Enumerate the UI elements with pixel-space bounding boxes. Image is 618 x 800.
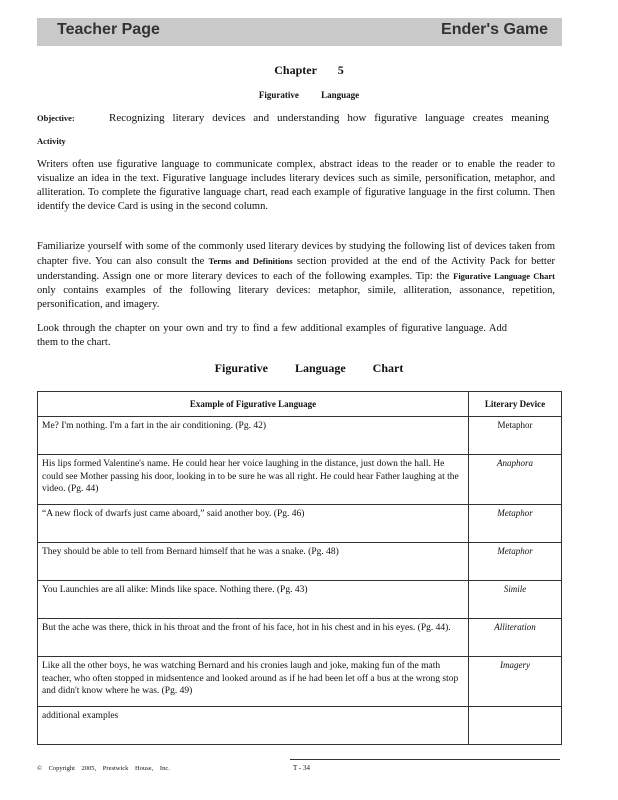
objective-text: Recognizing literary devices and understanding how figurative language creates meaning [109,112,549,124]
objective-label: Objective: [37,113,75,123]
device-cell: Simile [469,581,562,619]
activity-label: Activity [37,136,66,146]
example-cell: Me? I'm nothing. I'm a fart in the air conditioning. (Pg. 42) [38,417,469,455]
header-example: Example of Figurative Language [38,392,469,417]
table-row [38,619,562,657]
table-row [38,657,562,707]
table-row [38,505,562,543]
footer-rule [290,759,560,760]
table-row [38,417,562,455]
terms-definitions-ref: Terms and Definitions [208,256,293,266]
example-cell: You Launchies are all alike: Minds like space. Nothing there. (Pg. 43) [38,581,469,619]
device-cell: Imagery [469,657,562,707]
example-cell: They should be able to tell from Bernard himself that he was a snake. (Pg. 48) [38,543,469,581]
page-header [37,18,562,46]
device-cell: Alliteration [469,619,562,657]
table-header-row [38,392,562,417]
section-subtitle: Figurative Language [258,90,360,100]
example-cell: Like all the other boys, he was watching Bernard and his cronies laugh and joke, making fun of the math teacher, who often stopped in midsentence and looked around as if he had been let off a bus at the wrong stop and didn't know where he was. (Pg. 49) [38,657,469,707]
example-cell: additional examples [38,707,469,745]
objective [37,112,552,124]
table-row [38,543,562,581]
para2-part-a: Familiarize yourself with some of the commonly used literary devices by studying the following list of devices taken from chapter five. You can also consult the [37,241,555,267]
example-cell: His lips formed Valentine's name. He could hear her voice laughing in the distance, just down the hall. He could see Mother passing his door, looking in to be sure he was all right. He could hear Father laughing at the video. (Pg. 44) [38,455,469,505]
example-cell: But the ache was there, thick in his throat and the front of his face, hot in his chest and in his eyes. (Pg. 44). [38,619,469,657]
page-number: T - 34 [293,764,310,772]
device-cell: Metaphor [469,543,562,581]
figurative-language-table [37,391,562,745]
instructions-paragraph-2 [37,240,555,312]
instructions-paragraph-3: Look through the chapter on your own and try to find a few additional examples of figurative language. Add them to the chart. [37,323,507,348]
table-row [38,581,562,619]
device-cell: Metaphor [469,417,562,455]
footer-copyright: © Copyright 2005, Prestwick House, Inc. [37,765,170,772]
header-literary-device: Literary Device [469,392,562,417]
example-cell: “A new flock of dwarfs just came aboard,” said another boy. (Pg. 46) [38,505,469,543]
table-row [38,707,562,745]
header-book-title: Ender's Game [441,21,548,38]
chapter-title: Chapter 5 [274,63,344,77]
para2-part-c: section provided at the end of the Activity Pack for better understanding. Assign one or more literary devices to each of the following examples. Tip: the [37,256,556,282]
header-teacher-page: Teacher Page [57,21,160,38]
para2-part-e: only contains examples of the following literary devices: metaphor, simile, alliteration, assonance, repetition, personification, and imagery. [37,285,555,310]
table-row [38,455,562,505]
device-cell: Anaphora [469,455,562,505]
instructions-paragraph-1: Writers often use figurative language to communicate complex, abstract ideas to the reader or to enable the reader to visualize an idea in the text. Figurative language includes literary devices such as simile, personification, metaphor, and alliteration. To complete the figurative language chart, read each example of figurative language in the first column. Then identify the device Card is using in the second column. [37,159,555,212]
chart-title: Figurative Language Chart [214,361,404,375]
chart-ref: Figurative Language Chart [453,271,556,281]
device-cell: Metaphor [469,505,562,543]
device-cell [469,707,562,745]
